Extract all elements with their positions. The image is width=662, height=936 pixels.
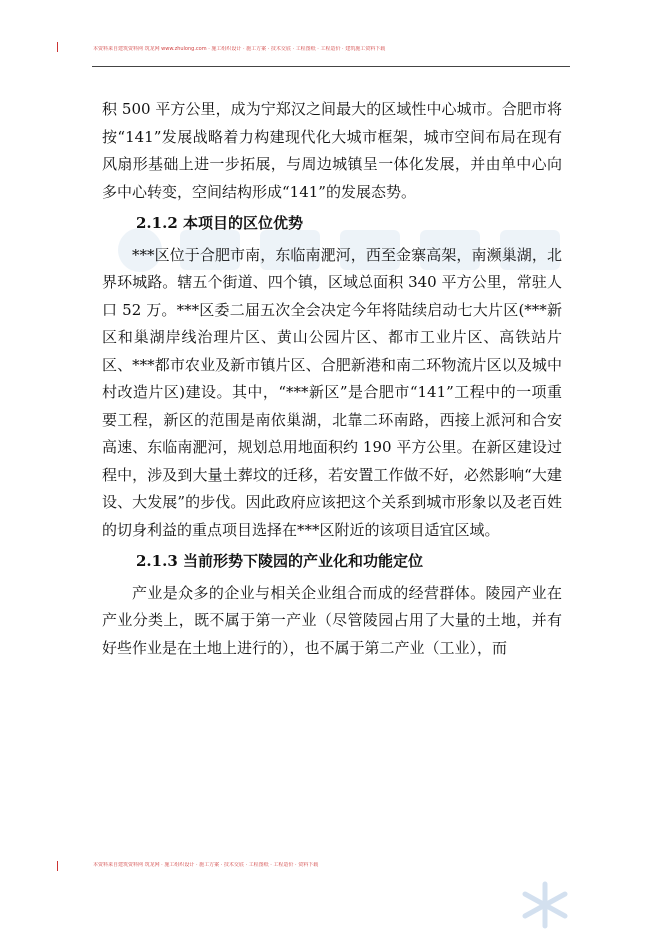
page-footer-text: 本资料来自建筑资料网 筑龙网 · 施工组织设计 · 施工方案 · 技术交底 · 工程图纸 · 工程造价 · 资料下载 (93, 862, 319, 868)
section-heading-2-1-3: 2.1.3 当前形势下陵园的产业化和功能定位 (136, 552, 423, 570)
page-header-text: 本资料来自建筑资料网 筑龙网 www.zhulong.com · 施工组织设计 · 施工方案 · 技术交底 · 工程图纸 · 工程造价 · 建筑施工资料下载 (93, 46, 386, 52)
header-rule (92, 66, 570, 67)
footer-margin-mark (57, 861, 58, 871)
section-heading-2-1-2: 2.1.2 本项目的区位优势 (136, 214, 303, 232)
paragraph-location-advantage: ***区位于合肥市南，东临南淝河，西至金寨高架，南濒巢湖，北界环城路。辖五个街道、四个镇，区域总面积 340 平方公里，常驻人口 52 万。***区委二届五次全会决定今年将陆续启动七大片区(***新区和巢湖岸线治理片区、黄山公园片区、都市工业片区、高铁站片区、***都市农业及新市镇片区、合肥新港和南二环物流片区以及城中村改造片区)建设。其中，“***新区”是合肥市“141”工程中的一项重要工程，新区的范围是南依巢湖，北靠二环南路，西接上派河和合安高速、东临南淝河，规划总用地面积约 190 平方公里。在新区建设过程中，涉及到大量土葬坟的迁移，若安置工作做不好，必然影响“大建设、大发展”的步伐。因此政府应该把这个关系到城市形象以及老百姓的切身利益的重点项目选择在***区附近的该项目适宜区域。 (102, 245, 562, 539)
paragraph-continuation: 积 500 平方公里，成为宁郑汉之间最大的区域性中心城市。合肥市将按“141”发展战略着力构建现代化大城市框架，城市空间布局在现有风扇形基础上进一步拓展，与周边城镇呈一体化发展，并由单中心向多中心转变，空间结构形成“141”的发展态势。 (102, 100, 562, 201)
header-margin-mark (57, 42, 58, 52)
paragraph-industry-positioning: 产业是众多的企业与相关企业组合而成的经营群体。陵园产业在产业分类上，既不属于第一产业（尽管陵园占用了大量的土地，并有好些作业是在土地上进行的），也不属于第二产业（工业），而 (102, 583, 562, 657)
snowflake-logo-icon (515, 880, 575, 930)
document-body (102, 96, 562, 662)
